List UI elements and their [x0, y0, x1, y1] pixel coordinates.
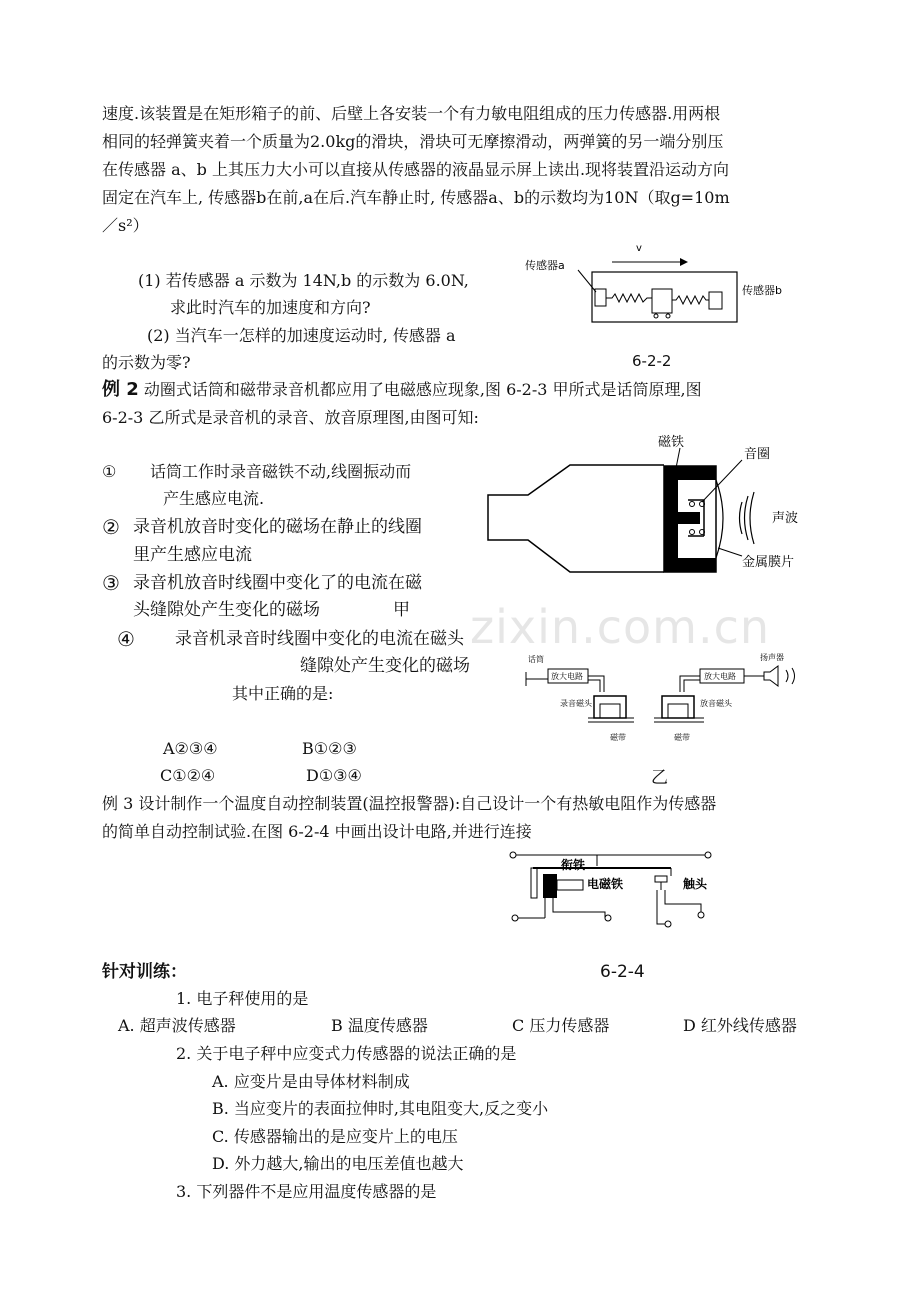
electromagnet-label: 电磁铁 — [587, 877, 624, 891]
q1-line-2: 求此时汽车的加速度和方向? — [170, 298, 371, 317]
option-3-line-a: 录音机放音时线圈中变化了的电流在磁 — [133, 573, 422, 593]
intro-line-3: 在传感器 a、b 上其压力大小可以直接从传感器的液晶显示屏上读出.现将装置沿运动方向 — [102, 160, 730, 179]
armature-label: 衔铁 — [561, 858, 586, 872]
option-1-line-a: 话筒工作时录音磁铁不动,线圈振动而 — [150, 462, 412, 481]
figure-6-2-4-caption: 6-2-4 — [600, 962, 645, 982]
training-q1-option-d: D 红外线传感器 — [683, 1016, 797, 1035]
option-1-number: ① — [102, 462, 117, 481]
option-3-number: ③ — [102, 571, 120, 595]
training-q2-option-d: D. 外力越大,输出的电压差值也越大 — [212, 1154, 464, 1173]
diaphragm-label: 金属膜片 — [742, 555, 795, 570]
watermark: zixin.com.cn — [470, 600, 771, 654]
contact-label: 触头 — [683, 877, 708, 891]
figure-6-2-2-caption: 6-2-2 — [632, 352, 672, 370]
choice-a: A②③④ — [163, 739, 218, 758]
intro-line-4: 固定在汽车上, 传感器b在前,a在后.汽车静止时, 传感器a、b的示数均为10N（取g=10m — [102, 188, 730, 207]
amp-2-label: 放大电路 — [704, 672, 736, 681]
option-4-line-a: 录音机录音时线圈中变化的电流在磁头 — [175, 629, 464, 649]
choice-c: C①②④ — [160, 766, 216, 785]
amp-1-label: 放大电路 — [551, 672, 583, 681]
example-2-line-2: 6-2-3 乙所式是录音机的录音、放音原理图,由图可知: — [102, 408, 479, 427]
speaker-label: 扬声器 — [760, 653, 784, 662]
training-title: 针对训练： — [102, 962, 187, 982]
figure-6-2-3-recorder — [520, 652, 820, 752]
figure-6-2-3-microphone — [480, 430, 820, 580]
example-2-label: 例 2 — [102, 379, 139, 400]
example-2-line-1: 动圈式话筒和磁带录音机都应用了电磁感应现象,图 6-2-3 甲所式是话筒原理,图 — [143, 380, 702, 399]
sound-wave-label: 声波 — [772, 511, 799, 526]
training-question-3: 3. 下列器件不是应用温度传感器的是 — [176, 1182, 437, 1201]
option-4-number: ④ — [117, 627, 135, 651]
mic-label: 话筒 — [528, 655, 544, 664]
option-2-number: ② — [102, 515, 120, 539]
tape-1-label: 磁带 — [610, 733, 626, 742]
q1-line-3: (2) 当汽车一怎样的加速度运动时, 传感器 a — [147, 326, 456, 345]
training-q2-option-a: A. 应变片是由导体材料制成 — [212, 1072, 410, 1091]
sensor-a-label: 传感器a — [525, 259, 565, 272]
training-q2-option-c: C. 传感器输出的是应变片上的电压 — [212, 1127, 458, 1146]
figure-6-2-4-relay — [505, 846, 715, 936]
figure-yi-label: 乙 — [651, 768, 668, 788]
coil-label: 音圈 — [744, 447, 771, 462]
example-3-line-1: 例 3 设计制作一个温度自动控制装置(温控报警器):自己设计一个有热敏电阻作为传感器 — [102, 794, 717, 813]
play-head-label: 放音磁头 — [700, 699, 732, 708]
example-2-title — [102, 376, 702, 404]
choice-b: B①②③ — [302, 739, 357, 758]
velocity-label: v — [636, 243, 642, 254]
q1-line-4: 的示数为零? — [102, 353, 191, 372]
option-4-line-b: 缝隙处产生变化的磁场 — [300, 656, 470, 676]
training-question-2: 2. 关于电子秤中应变式力传感器的说法正确的是 — [176, 1044, 517, 1063]
tape-2-label: 磁带 — [674, 733, 690, 742]
training-q1-option-a: A. 超声波传感器 — [118, 1016, 236, 1035]
option-2-line-b: 里产生感应电流 — [133, 545, 252, 565]
training-q1-option-b: B 温度传感器 — [331, 1016, 428, 1035]
example-2-question: 其中正确的是: — [232, 684, 334, 703]
training-q2-option-b: B. 当应变片的表面拉伸时,其电阻变大,反之变小 — [212, 1099, 549, 1118]
magnet-label: 磁铁 — [658, 435, 685, 450]
intro-line-5: ／s²） — [102, 216, 149, 235]
figure-6-2-2 — [520, 240, 810, 340]
intro-line-1: 速度.该装置是在矩形箱子的前、后壁上各安装一个有力敏电阻组成的压力传感器.用两根 — [102, 104, 721, 123]
q1-line-1: (1) 若传感器 a 示数为 14N,b 的示数为 6.0N, — [138, 271, 469, 290]
record-head-label: 录音磁头 — [560, 699, 592, 708]
intro-line-2: 相同的轻弹簧夹着一个质量为2.0kg的滑块，滑块可无摩擦滑动，两弹簧的另一端分别压 — [102, 132, 724, 151]
training-question-1: 1. 电子秤使用的是 — [176, 989, 309, 1008]
example-3-line-2: 的简单自动控制试验.在图 6-2-4 中画出设计电路,并进行连接 — [102, 822, 532, 841]
training-q1-option-c: C 压力传感器 — [512, 1016, 610, 1035]
option-3-line-b: 头缝隙处产生变化的磁场 — [133, 600, 320, 620]
option-1-line-b: 产生感应电流. — [163, 489, 265, 508]
sensor-b-label: 传感器b — [742, 284, 782, 297]
choice-d: D①③④ — [306, 766, 362, 785]
option-2-line-a: 录音机放音时变化的磁场在静止的线圈 — [133, 517, 422, 537]
figure-jia-label: 甲 — [393, 600, 410, 620]
